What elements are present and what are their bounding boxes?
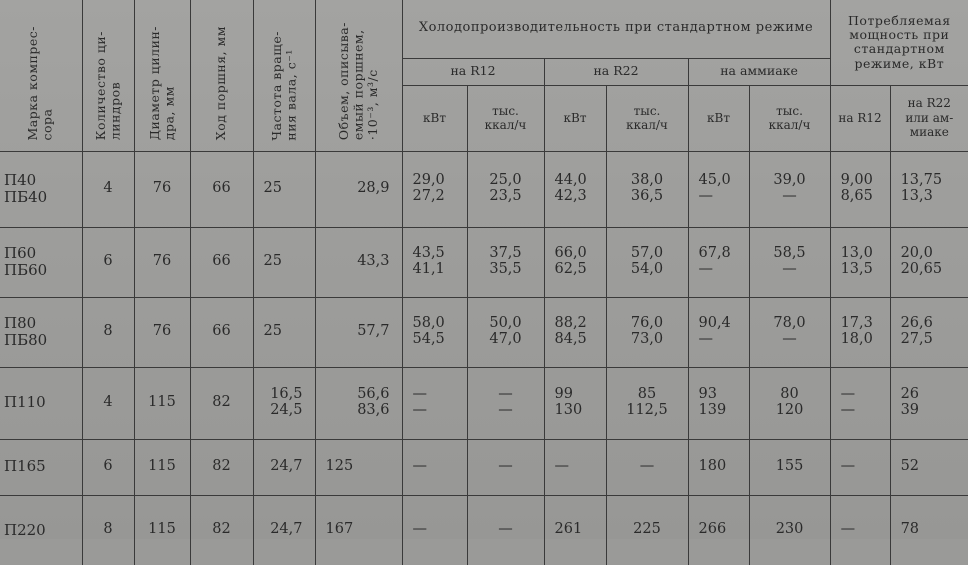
cell-model: П220 — [0, 495, 82, 565]
cell-r12-kw: — — — [402, 367, 467, 439]
cell-model: П60 ПБ60 — [0, 227, 82, 297]
table-row — [0, 495, 968, 565]
cell-ammonia-kcal: 155 — [749, 439, 830, 495]
header-ammonia-kw: кВт — [688, 85, 749, 151]
header-power: Потребляемая мощность при стандартном режиме, кВт — [830, 0, 968, 85]
cell-rpm: 25 — [253, 297, 315, 367]
header-bore: Диаметр цилин- дра, мм — [134, 0, 190, 151]
cell-model: П40 ПБ40 — [0, 151, 82, 227]
header-cylinders: Количество ци- линдров — [82, 0, 134, 151]
cell-power-r22: 78 — [890, 495, 968, 565]
header-ammonia-kcal: тыс. ккал/ч — [749, 85, 830, 151]
cell-r22-kw: 66,0 62,5 — [544, 227, 606, 297]
cell-ammonia-kcal: 39,0 — — [749, 151, 830, 227]
cell-power-r22: 26 39 — [890, 367, 968, 439]
header-power-r22-ammonia: на R22 или ам- миаке — [890, 85, 968, 151]
cell-power-r22: 13,75 13,3 — [890, 151, 968, 227]
cell-r12-kcal: — — [467, 439, 544, 495]
table-row — [0, 367, 968, 439]
table-row — [0, 297, 968, 367]
cell-r12-kw: — — [402, 439, 467, 495]
table-row — [0, 439, 968, 495]
cell-r22-kcal: 57,0 54,0 — [606, 227, 688, 297]
cell-bore: 76 — [134, 227, 190, 297]
cell-cylinders: 6 — [82, 227, 134, 297]
cell-r12-kw: 58,0 54,5 — [402, 297, 467, 367]
cell-bore: 115 — [134, 495, 190, 565]
cell-power-r22: 26,6 27,5 — [890, 297, 968, 367]
cell-cylinders: 4 — [82, 367, 134, 439]
cell-r22-kw: 44,0 42,3 — [544, 151, 606, 227]
cell-r22-kcal: 38,0 36,5 — [606, 151, 688, 227]
cell-ammonia-kcal: 80 120 — [749, 367, 830, 439]
cell-volume: 125 — [315, 439, 402, 495]
cell-r12-kcal: 37,5 35,5 — [467, 227, 544, 297]
header-stroke: Ход поршня, мм — [190, 0, 253, 151]
header-r12-kw: кВт — [402, 85, 467, 151]
cell-r22-kw: — — [544, 439, 606, 495]
cell-ammonia-kcal: 230 — [749, 495, 830, 565]
cell-rpm: 16,5 24,5 — [253, 367, 315, 439]
cell-ammonia-kw: 45,0 — — [688, 151, 749, 227]
cell-ammonia-kw: 67,8 — — [688, 227, 749, 297]
cell-power-r12: — — [830, 495, 890, 565]
cell-volume: 43,3 — [315, 227, 402, 297]
cell-r22-kcal: 225 — [606, 495, 688, 565]
cell-power-r22: 52 — [890, 439, 968, 495]
table-row — [0, 151, 968, 227]
header-volume: Объем, описыва- емый поршнем, ·10⁻³, м³/с — [315, 0, 402, 151]
cell-bore: 115 — [134, 367, 190, 439]
cell-stroke: 66 — [190, 227, 253, 297]
header-r12: на R12 — [402, 58, 544, 85]
cell-ammonia-kw: 90,4 — — [688, 297, 749, 367]
cell-model: П110 — [0, 367, 82, 439]
cell-bore: 76 — [134, 151, 190, 227]
cell-r22-kcal: 85 112,5 — [606, 367, 688, 439]
cell-cylinders: 8 — [82, 297, 134, 367]
header-r22-kcal: тыс. ккал/ч — [606, 85, 688, 151]
cell-volume: 28,9 — [315, 151, 402, 227]
cell-ammonia-kw: 180 — [688, 439, 749, 495]
cell-power-r12: 9,00 8,65 — [830, 151, 890, 227]
cell-rpm: 25 — [253, 151, 315, 227]
cell-volume: 167 — [315, 495, 402, 565]
cell-stroke: 66 — [190, 297, 253, 367]
cell-ammonia-kw: 266 — [688, 495, 749, 565]
cell-power-r12: — — — [830, 367, 890, 439]
cell-r12-kw: 43,5 41,1 — [402, 227, 467, 297]
cell-r12-kcal: 25,0 23,5 — [467, 151, 544, 227]
cell-r22-kcal: — — [606, 439, 688, 495]
cell-ammonia-kcal: 58,5 — — [749, 227, 830, 297]
cell-r22-kw: 99 130 — [544, 367, 606, 439]
cell-model: П165 — [0, 439, 82, 495]
cell-stroke: 82 — [190, 495, 253, 565]
cell-r22-kw: 88,2 84,5 — [544, 297, 606, 367]
cell-r12-kcal: — — — [467, 367, 544, 439]
cell-volume: 56,6 83,6 — [315, 367, 402, 439]
header-ammonia: на аммиаке — [688, 58, 830, 85]
cell-r22-kcal: 76,0 73,0 — [606, 297, 688, 367]
header-model: Марка компрес- сора — [0, 0, 82, 151]
cell-ammonia-kw: 93 139 — [688, 367, 749, 439]
cell-volume: 57,7 — [315, 297, 402, 367]
header-r22-kw: кВт — [544, 85, 606, 151]
cell-power-r12: 17,3 18,0 — [830, 297, 890, 367]
cell-r12-kcal: 50,0 47,0 — [467, 297, 544, 367]
cell-stroke: 66 — [190, 151, 253, 227]
table-row — [0, 227, 968, 297]
header-cooling-capacity: Холодопроизводительность при стандартном режиме — [402, 0, 830, 58]
header-rpm: Частота враще- ния вала, с⁻¹ — [253, 0, 315, 151]
cell-ammonia-kcal: 78,0 — — [749, 297, 830, 367]
cell-stroke: 82 — [190, 367, 253, 439]
header-power-r12: на R12 — [830, 85, 890, 151]
cell-rpm: 24,7 — [253, 495, 315, 565]
cell-stroke: 82 — [190, 439, 253, 495]
cell-power-r12: — — [830, 439, 890, 495]
cell-r12-kw: 29,0 27,2 — [402, 151, 467, 227]
cell-rpm: 24,7 — [253, 439, 315, 495]
cell-power-r12: 13,0 13,5 — [830, 227, 890, 297]
header-r12-kcal: тыс. ккал/ч — [467, 85, 544, 151]
cell-r12-kcal: — — [467, 495, 544, 565]
cell-power-r22: 20,0 20,65 — [890, 227, 968, 297]
cell-bore: 115 — [134, 439, 190, 495]
cell-cylinders: 8 — [82, 495, 134, 565]
cell-cylinders: 4 — [82, 151, 134, 227]
cell-rpm: 25 — [253, 227, 315, 297]
cell-r22-kw: 261 — [544, 495, 606, 565]
cell-model: П80 ПБ80 — [0, 297, 82, 367]
header-r22: на R22 — [544, 58, 688, 85]
cell-cylinders: 6 — [82, 439, 134, 495]
cell-r12-kw: — — [402, 495, 467, 565]
cell-bore: 76 — [134, 297, 190, 367]
